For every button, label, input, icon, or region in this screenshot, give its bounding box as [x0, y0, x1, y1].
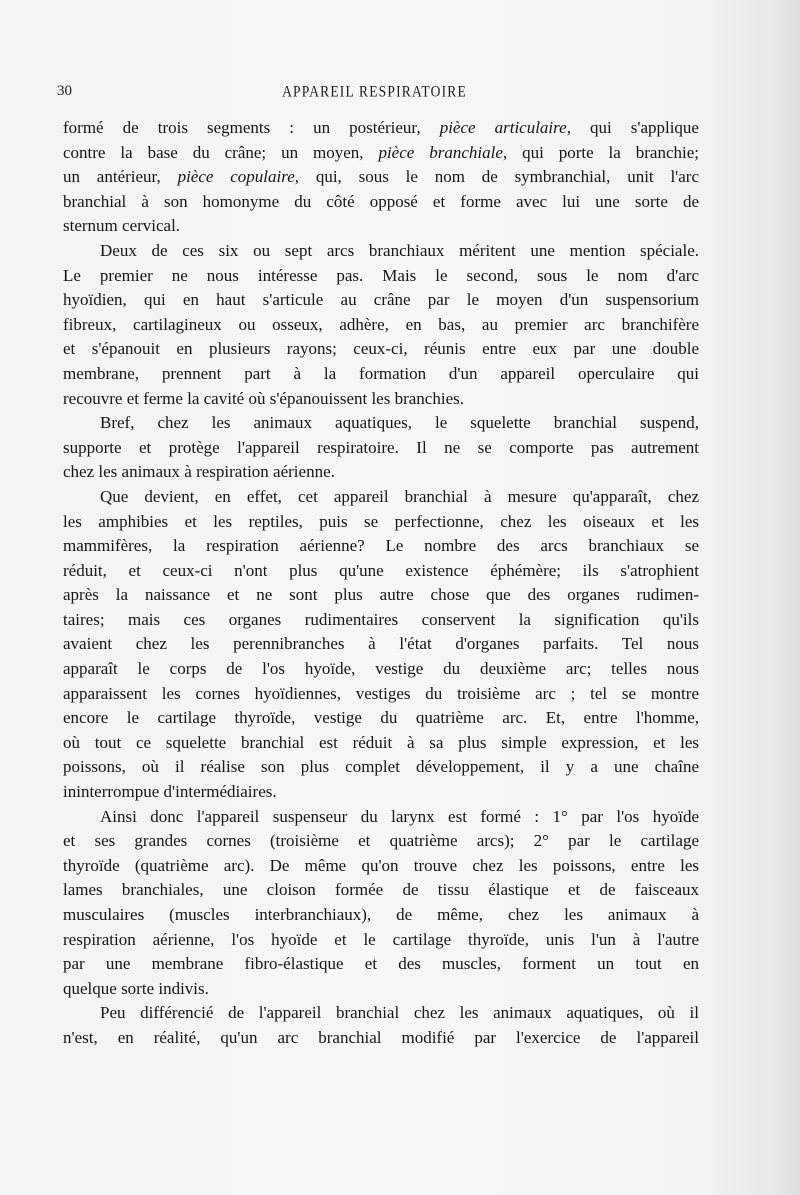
text-line: recouvre et ferme la cavité où s'épanouissent les branchies.	[63, 388, 464, 408]
text-line: quelque sorte indivis.	[63, 978, 209, 998]
text-line: encore le cartilage thyroïde, vestige du quatrième arc. Et, entre l'homme,	[63, 708, 699, 728]
text-line: réduit, et ceux-ci n'ont plus qu'une existence éphémère; ils s'atrophient	[63, 560, 699, 580]
text-line: apparaissent les cornes hyoïdiennes, vestiges du troisième arc ; tel se montre	[63, 683, 699, 703]
text-line: apparaît le corps de l'os hyoïde, vestige du deuxième arc; telles nous	[63, 659, 699, 679]
page-number: 30	[57, 83, 72, 99]
paragraph	[63, 485, 699, 805]
text-line: Deux de ces six ou sept arcs branchiaux méritent une mention spéciale.	[100, 240, 699, 260]
text-line: sternum cervical.	[63, 216, 181, 236]
text-line: Peu différencié de l'appareil branchial chez les animaux aquatiques, où il	[100, 1003, 699, 1023]
italic-term: pièce branchiale	[378, 142, 503, 162]
text-line: respiration aérienne, l'os hyoïde et le cartilage thyroïde, unis l'un à l'autre	[63, 929, 699, 949]
text-line: avaient chez les perennibranches à l'état d'organes parfaits. Tel nous	[63, 634, 699, 654]
paragraph	[63, 239, 699, 411]
text-line: après la naissance et ne sont plus autre chose que des organes rudimen-	[63, 585, 699, 605]
text-line: contre la base du crâne; un moyen, pièce branchiale, qui porte la branchie;	[63, 142, 699, 162]
text-line: et ses grandes cornes (troisième et quatrième arcs); 2° par le cartilage	[63, 831, 699, 851]
text-line: thyroïde (quatrième arc). De même qu'on trouve chez les poissons, entre les	[63, 855, 699, 875]
text-line: chez les animaux à respiration aérienne.	[63, 462, 335, 482]
text-line: poissons, où il réalise son plus complet développement, il y a une chaîne	[63, 757, 699, 777]
text-line: formé de trois segments : un postérieur, pièce articulaire, qui s'applique	[63, 118, 699, 137]
text-line: les amphibies et les reptiles, puis se perfectionne, chez les oiseaux et les	[63, 511, 699, 531]
text-line: ininterrompue d'intermédiaires.	[63, 782, 277, 802]
text-line: Que devient, en effet, cet appareil branchial à mesure qu'apparaît, chez	[100, 486, 699, 506]
text-line: supporte et protège l'appareil respiratoire. Il ne se comporte pas autrement	[63, 437, 699, 457]
text-line: hyoïdien, qui en haut s'articule au crâne par le moyen d'un suspensorium	[63, 290, 699, 310]
text-line: où tout ce squelette branchial est réduit à sa plus simple expression, et les	[63, 732, 699, 752]
paragraph	[63, 411, 699, 485]
text-line: lames branchiales, une cloison formée de tissu élastique et de faisceaux	[63, 880, 699, 900]
italic-term: pièce articulaire	[439, 118, 567, 137]
text-line: mammifères, la respiration aérienne? Le nombre des arcs branchiaux se	[63, 536, 699, 556]
text-line: par une membrane fibro-élastique et des muscles, forment un tout en	[63, 954, 699, 974]
text-line: membrane, prennent part à la formation d'un appareil operculaire qui	[63, 363, 699, 383]
text-line: musculaires (muscles interbranchiaux), de même, chez les animaux à	[63, 905, 699, 924]
text-line: branchial à son homonyme du côté opposé et forme avec lui une sorte de	[63, 191, 699, 211]
text-line: Le premier ne nous intéresse pas. Mais le second, sous le nom d'arc	[63, 265, 699, 285]
text-line: un antérieur, pièce copulaire, qui, sous le nom de symbranchial, unit l'arc	[63, 167, 699, 187]
text-line: fibreux, cartilagineux ou osseux, adhère, en bas, au premier arc branchifère	[63, 314, 699, 334]
paragraph	[63, 805, 699, 1002]
text-line: taires; mais ces organes rudimentaires conservent la signification qu'ils	[63, 609, 699, 629]
running-head	[57, 83, 692, 103]
running-title: APPAREIL RESPIRATOIRE	[282, 82, 467, 101]
italic-term: pièce copulaire	[177, 167, 295, 187]
paragraph	[63, 116, 699, 239]
paragraph	[63, 1001, 699, 1050]
text-line: Ainsi donc l'appareil suspenseur du larynx est formé : 1° par l'os hyoïde	[100, 806, 699, 826]
body-text	[63, 116, 699, 1051]
text-line: Bref, chez les animaux aquatiques, le squelette branchial suspend,	[100, 413, 699, 433]
text-line: et s'épanouit en plusieurs rayons; ceux-ci, réunis entre eux par une double	[63, 339, 699, 359]
text-line: n'est, en réalité, qu'un arc branchial modifié par l'exercice de l'appareil	[63, 1027, 699, 1047]
